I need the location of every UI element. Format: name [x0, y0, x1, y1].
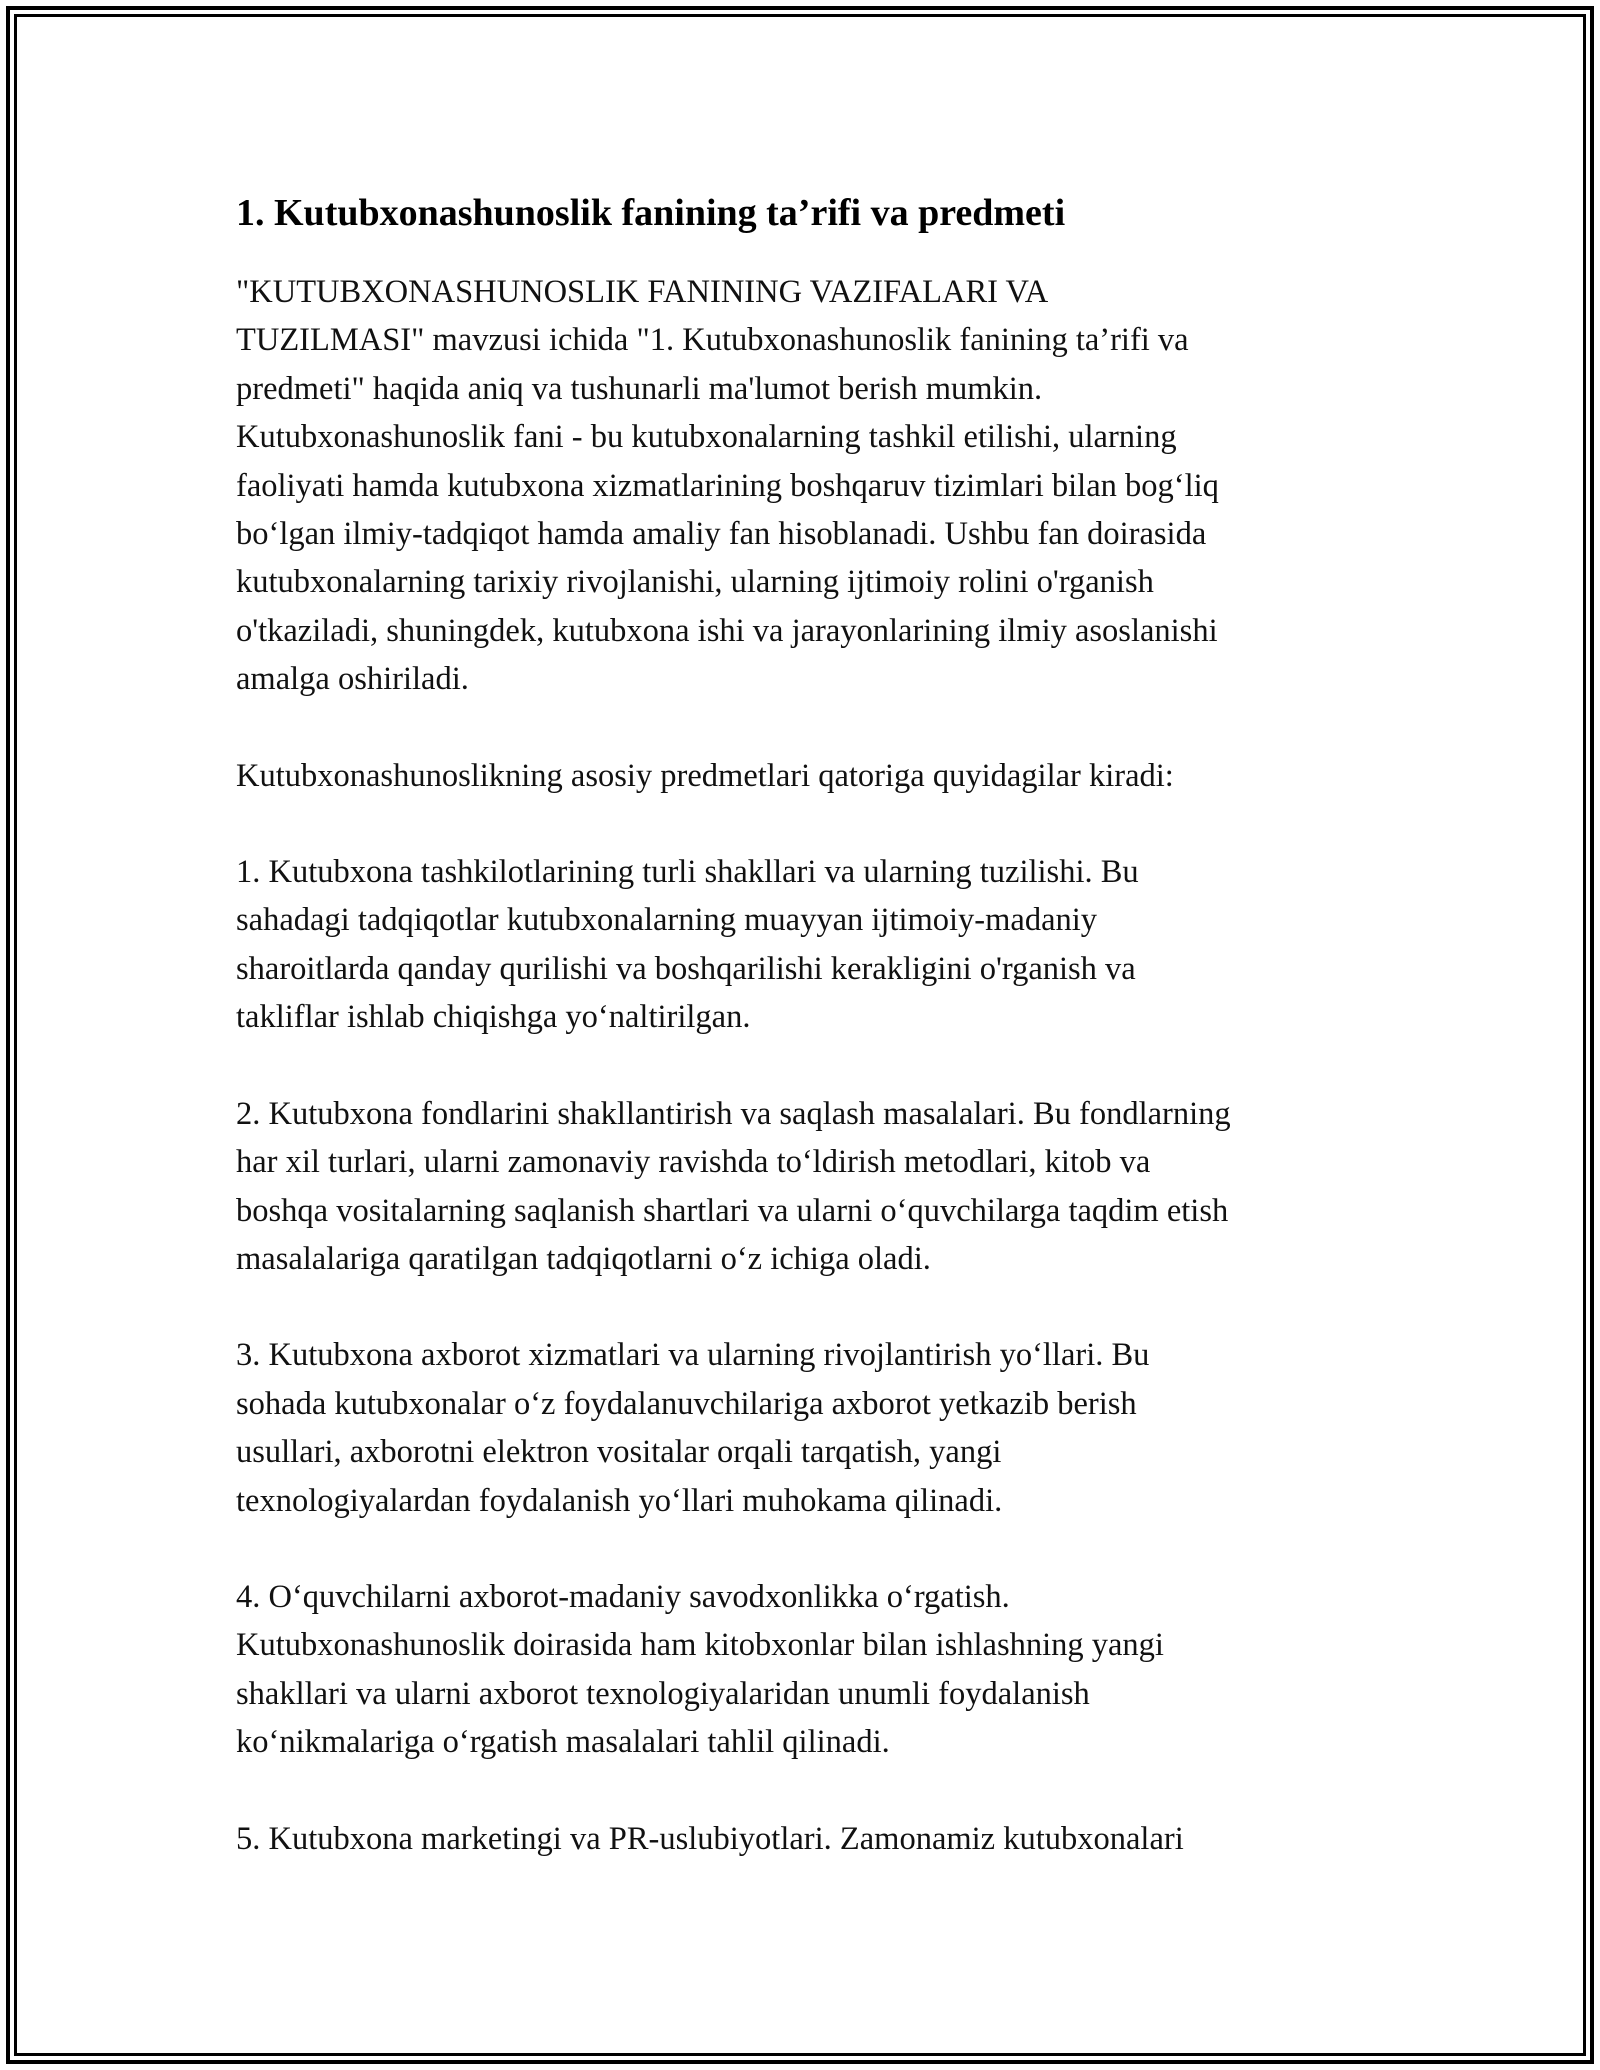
paragraph-item-3: 3. Kutubxona axborot xizmatlari va ularning rivojlantirish yo‘llari. Bu sohada kutubxonalar o‘z foydalanuvchilariga axborot yetkazib berish usullari, axborotni elektron vositalar orqali tarqatish, yangi texnologiyalardan foydalanish yo‘llari muhokama qilinadi.	[236, 1337, 1150, 1519]
paragraph-item-2: 2. Kutubxona fondlarini shakllantirish va saqlash masalalari. Bu fondlarning har xil turlari, ularni zamonaviy ravishda to‘ldirish metodlari, kitob va boshqa vositalarning saqlanish shartlari va ularni o‘quvchilarga taqdim etish masalalariga qaratilgan tadqiqotlarni o‘z ichiga oladi.	[236, 1095, 1231, 1277]
paragraph-item-5: 5. Kutubxona marketingi va PR-uslubiyotlari. Zamonamiz kutubxonalari	[236, 1820, 1184, 1857]
paragraph-item-4: 4. O‘quvchilarni axborot-madaniy savodxonlikka o‘rgatish. Kutubxonashunoslik doirasida ham kitobxonlar bilan ishlashning yangi shakllari va ularni axborot texnologiyalaridan unumli foydalanish ko‘nikmalariga o‘rgatish masalalari tahlil qilinadi.	[236, 1578, 1164, 1761]
paragraph-subjects-lead: Kutubxonashunoslikning asosiy predmetlari qatoriga quyidagilar kiradi:	[236, 757, 1174, 794]
document-body	[236, 183, 1366, 1911]
section-heading: 1. Kutubxonashunoslik fanining ta’rifi va predmeti	[236, 192, 1066, 234]
paragraph-item-1: 1. Kutubxona tashkilotlarining turli shakllari va ularning tuzilishi. Bu sahadagi tadqiqotlar kutubxonalarning muayyan ijtimoiy-madaniy sharoitlarda qanday qurilishi va boshqarilishi kerakligini o'rganish va takliflar ishlab chiqishga yo‘naltirilgan.	[236, 854, 1139, 1036]
paragraph-intro: "KUTUBXONASHUNOSLIK FANINING VAZIFALARI VA TUZILMASI" mavzusi ichida "1. Kutubxonashunoslik fanining ta’rifi va predmeti" haqida aniq va tushunarli ma'lumot berish mumkin. Kutubxonashunoslik fani - bu kutubxonalarning tashkil etilishi, ularning faoliyati hamda kutubxona xizmatlarining boshqaruv tizimlari bilan bog‘liq bo‘lgan ilmiy-tadqiqot hamda amaliy fan hisoblanadi. Ushbu fan doirasida kutubxonalarning tarixiy rivojlanishi, ularning ijtimoiy rolini o'rganish o'tkaziladi, shuningdek, kutubxona ishi va jarayonlarining ilmiy asoslanishi amalga oshiriladi.	[236, 274, 1219, 698]
